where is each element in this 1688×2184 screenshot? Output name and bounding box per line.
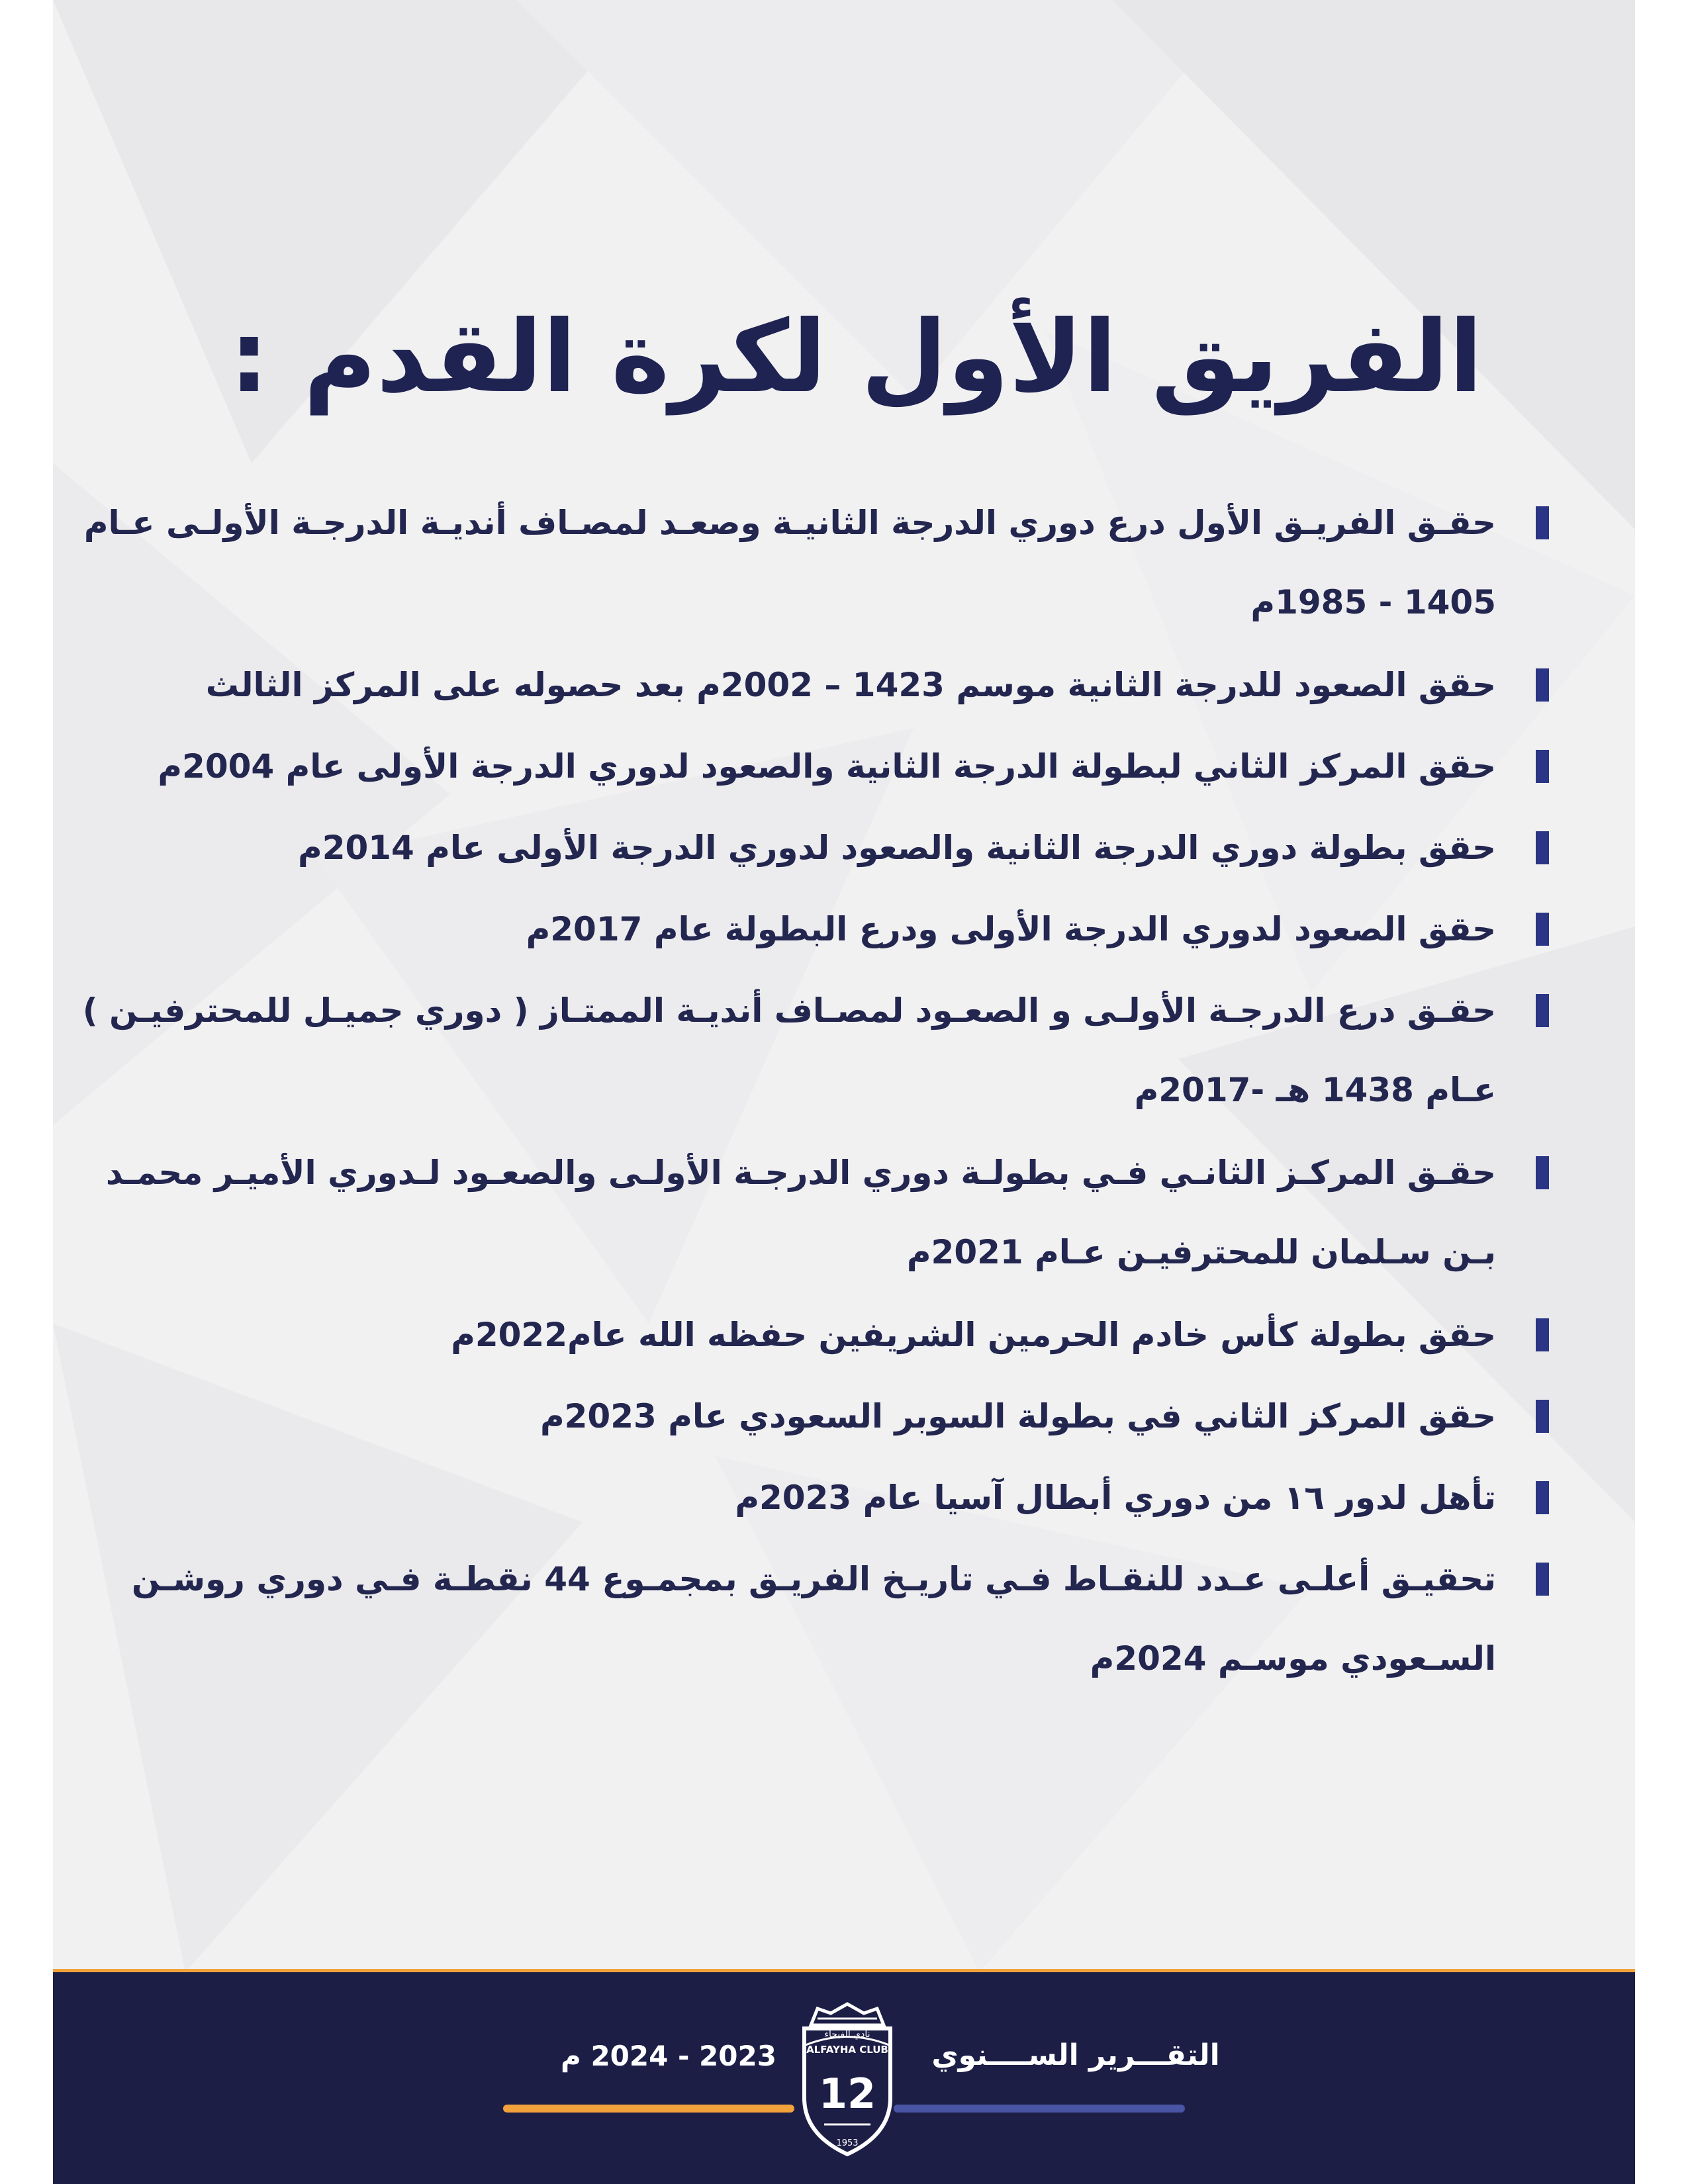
bullet-marker bbox=[1536, 1563, 1549, 1596]
item-text: حقق الصعود لدوري الدرجة الأولى ودرع البطولة عام 2017م bbox=[526, 910, 1496, 948]
annual-report-label: التقـــرير الســــنوي bbox=[931, 2038, 1220, 2072]
bullet-marker bbox=[1536, 1156, 1549, 1189]
item-text: حقق بطولة دوري الدرجة الثانية والصعود لدوري الدرجة الأولى عام 2014م bbox=[298, 829, 1496, 867]
bullet-marker bbox=[1536, 668, 1549, 702]
report-page bbox=[53, 0, 1635, 2184]
item-text: عـام 1438 هـ -2017م bbox=[1134, 1071, 1496, 1109]
item-text: 1405 - 1985م bbox=[1250, 583, 1496, 621]
bullet-marker bbox=[1536, 913, 1549, 946]
page-title: الفريق الأول لكرة القدم : bbox=[229, 300, 1483, 415]
item-text: بـن سـلمان للمحترفيـن عـام 2021م bbox=[906, 1233, 1496, 1271]
item-text: تحقيـق أعلـى عـدد للنقـاط فـي تاريـخ الفريـق بمجمـوع 44 نقطـة فـي دوري روشـن bbox=[131, 1560, 1496, 1598]
svg-text:ALFAYHA CLUB: ALFAYHA CLUB bbox=[806, 2044, 888, 2056]
svg-text:1953: 1953 bbox=[836, 2138, 859, 2148]
svg-text:12: 12 bbox=[818, 2070, 876, 2118]
bullet-marker bbox=[1536, 994, 1549, 1027]
achievements-list bbox=[53, 0, 1635, 1787]
item-text: حقق المركز الثاني لبطولة الدرجة الثانية والصعود لدوري الدرجة الأولى عام 2004م bbox=[158, 747, 1496, 786]
bullet-marker bbox=[1536, 1481, 1549, 1514]
item-text: حقـق المركـز الثانـي فـي بطولـة دوري الدرجـة الأولـى والصعـود لـدوري الأميـر محمـد bbox=[105, 1154, 1496, 1192]
item-text: حقق المركز الثاني في بطولة السوبر السعودي عام 2023م bbox=[539, 1397, 1496, 1435]
footer-blue-underline bbox=[894, 2105, 1185, 2113]
item-text: تأهل لدور ١٦ من دوري أبطال آسيا عام 2023م bbox=[735, 1479, 1496, 1517]
item-text: السـعودي موسـم 2024م bbox=[1090, 1639, 1496, 1678]
bullet-marker bbox=[1536, 506, 1549, 539]
svg-text:نادي الفيحاء: نادي الفيحاء bbox=[824, 2029, 870, 2040]
bullet-marker bbox=[1536, 831, 1549, 864]
club-logo-icon bbox=[791, 1999, 904, 2164]
year-range: 2023 - 2024 م bbox=[561, 2040, 776, 2072]
footer-orange-underline bbox=[503, 2105, 794, 2113]
item-text: حقق بطولة كأس خادم الحرمين الشريفين حفظه الله عام2022م bbox=[451, 1316, 1496, 1354]
item-text: حقـق الفريـق الأول درع دوري الدرجة الثانيـة وصعـد لمصـاف أنديـة الدرجـة الأولـى عـام bbox=[83, 504, 1496, 542]
item-text: حقـق درع الدرجـة الأولـى و الصعـود لمصـاف أنديـة الممتـاز ( دوري جميـل للمحترفيـن ) bbox=[82, 991, 1496, 1030]
bullet-marker bbox=[1536, 750, 1549, 783]
bullet-marker bbox=[1536, 1318, 1549, 1351]
bullet-marker bbox=[1536, 1400, 1549, 1433]
item-text: حقق الصعود للدرجة الثانية موسم 1423 – 2002م بعد حصوله على المركز الثالث bbox=[205, 666, 1496, 704]
